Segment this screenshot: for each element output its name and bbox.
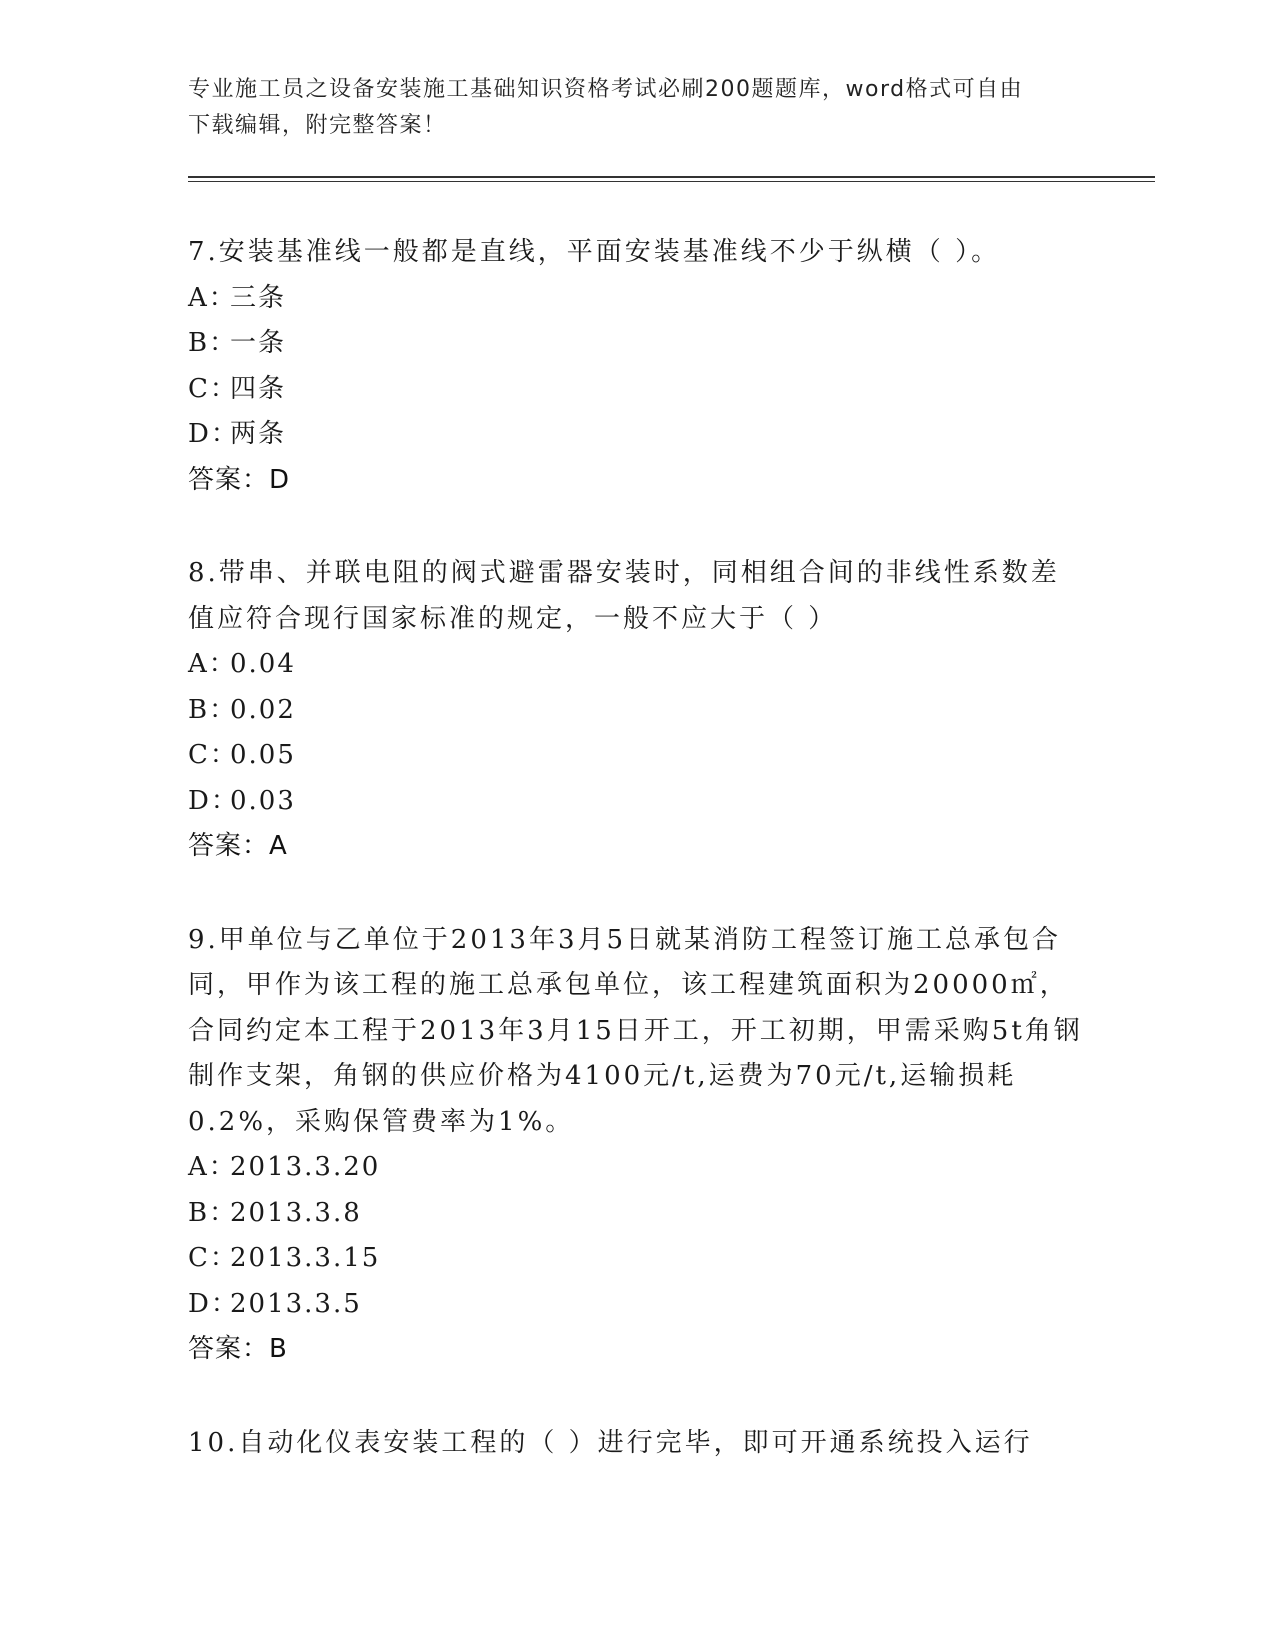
option-a [188, 1145, 1088, 1191]
option-text: 0.03 [230, 785, 296, 816]
option-letter: C： [188, 373, 238, 404]
option-letter: C： [188, 1243, 238, 1273]
option-b [188, 688, 1088, 734]
option-b [188, 321, 1088, 367]
header-line-1: 专业施工员之设备安装施工基础知识资格考试必刷200题题库，word格式可自由 [188, 77, 1024, 102]
option-letter: D： [188, 785, 239, 816]
question-text: 9.甲单位与乙单位于2013年3月5日就某消防工程签订施工总承包合同，甲作为该工程的施工总承包单位，该工程建筑面积为20000㎡，合同约定本工程于2013年3月15日开工，开工初期，甲需采购5t角钢制作支架，角钢的供应价格为4100元/t,运费为70元/t,运输损耗0.2%，采购保管费率为1%。 [188, 924, 1083, 1137]
option-a [188, 642, 1088, 688]
question-8 [188, 551, 1088, 870]
option-letter: B： [188, 1197, 238, 1228]
answer-line: 答案：B [188, 1334, 288, 1364]
option-letter: A： [188, 1152, 237, 1182]
question-7 [188, 230, 1088, 503]
option-list [188, 276, 1088, 458]
option-letter: A： [188, 649, 237, 679]
question-text: 10.自动化仪表安装工程的（ ）进行完毕，即可开通系统投入运行 [188, 1427, 1033, 1458]
option-c [188, 733, 1088, 779]
option-b [188, 1191, 1088, 1237]
option-text: 三条 [230, 282, 287, 313]
option-letter: C： [188, 740, 238, 770]
option-text: 2013.3.20 [230, 1152, 381, 1182]
answer-line: 答案：A [188, 831, 288, 861]
option-text: 0.04 [230, 649, 296, 679]
question-text: 7.安装基准线一般都是直线，平面安装基准线不少于纵横（ ）。 [188, 237, 1001, 267]
option-d [188, 1282, 1088, 1328]
header-line-2: 下载编辑，附完整答案！ [188, 113, 447, 138]
option-list [188, 1145, 1088, 1327]
answer-line: 答案：D [188, 464, 291, 495]
option-letter: D： [188, 1288, 239, 1319]
option-c [188, 1236, 1088, 1282]
option-letter: A： [188, 282, 237, 313]
option-text: 四条 [230, 373, 287, 404]
question-9 [188, 918, 1088, 1373]
option-d [188, 412, 1088, 458]
option-list [188, 642, 1088, 824]
option-letter: B： [188, 694, 238, 725]
option-a [188, 276, 1088, 322]
option-letter: D： [188, 419, 239, 449]
question-10 [188, 1421, 1088, 1467]
option-text: 一条 [230, 328, 287, 358]
option-text: 2013.3.15 [230, 1243, 381, 1273]
option-letter: B： [188, 328, 238, 358]
option-text: 2013.3.5 [230, 1288, 362, 1319]
option-text: 两条 [230, 419, 287, 449]
page-header [188, 72, 1088, 144]
option-text: 0.02 [230, 694, 296, 725]
option-d [188, 779, 1088, 825]
question-list [188, 230, 1088, 1514]
option-text: 0.05 [230, 740, 296, 770]
header-divider [188, 176, 1155, 182]
question-text: 8.带串、并联电阻的阀式避雷器安装时，同相组合间的非线性系数差值应符合现行国家标准的规定，一般不应大于（ ） [188, 558, 1060, 634]
option-c [188, 367, 1088, 413]
option-text: 2013.3.8 [230, 1197, 362, 1228]
